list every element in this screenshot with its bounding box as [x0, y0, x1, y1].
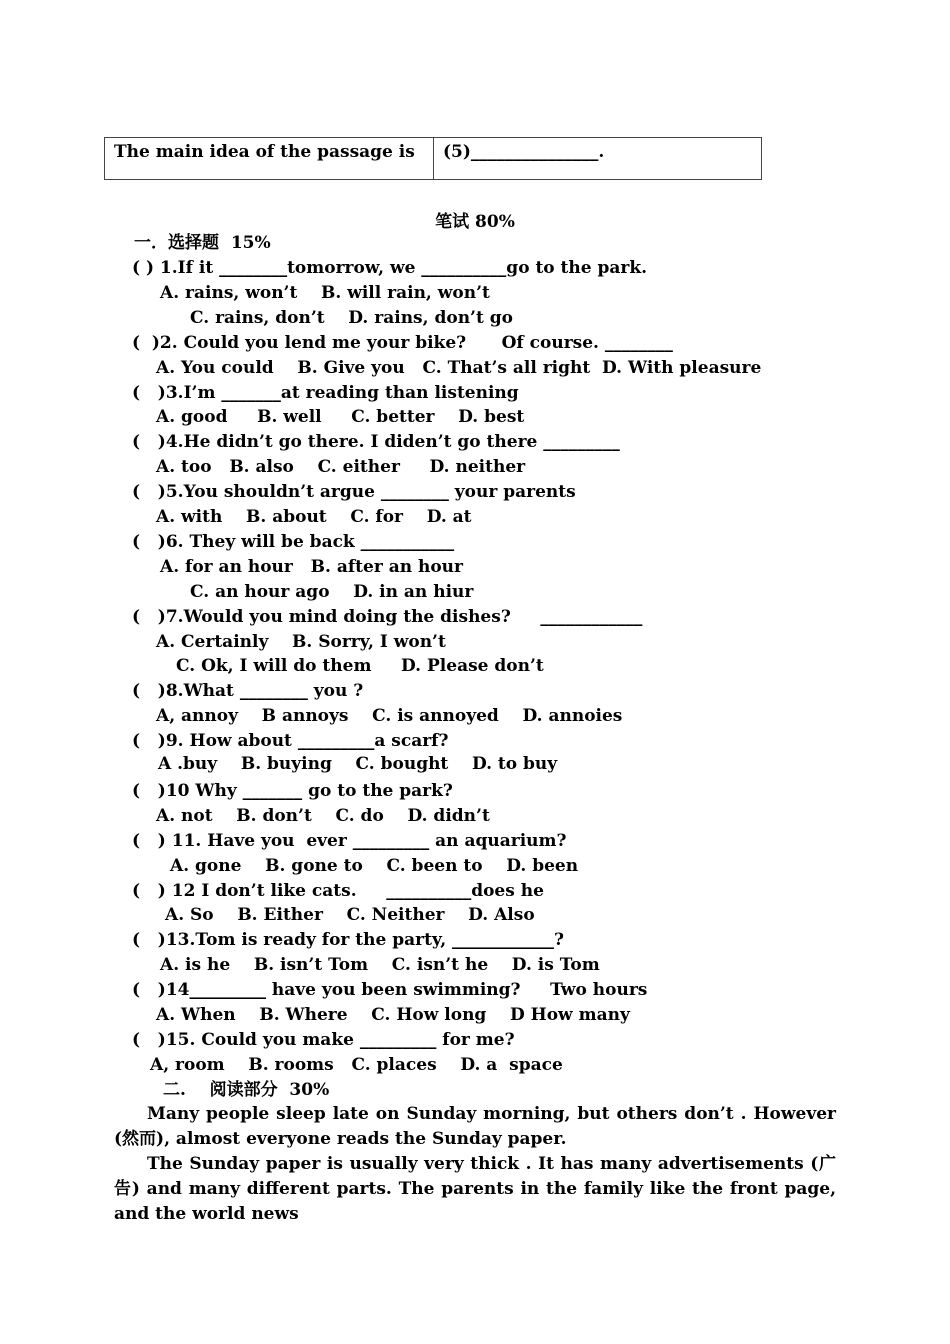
option-line: A. not B. don’t C. do D. didn’t [156, 806, 490, 826]
table-cell-answer [434, 138, 761, 179]
option-line: A. with B. about C. for D. at [156, 507, 472, 527]
option-line: A .buy B. buying C. bought D. to buy [158, 754, 558, 774]
option-line: A. is he B. isn’t Tom C. isn’t he D. is Tom [160, 955, 600, 975]
question-line: ( )3.I’m _______at reading than listening [132, 383, 519, 403]
option-line: A, room B. rooms C. places D. a space [150, 1055, 563, 1075]
question-line: ( )9. How about _________a scarf? [132, 731, 449, 751]
option-line: A. rains, won’t B. will rain, won’t [160, 283, 490, 303]
exam-title: 笔试 80% [435, 212, 515, 232]
question-line: ( )2. Could you lend me your bike? Of course. ________ [132, 333, 673, 353]
question-line: ( )15. Could you make _________ for me? [132, 1030, 515, 1050]
reading-paragraph-2 [114, 1152, 836, 1227]
question-line: ( )5.You shouldn’t argue ________ your parents [132, 482, 576, 502]
question-line: ( )4.He didn’t go there. I diden’t go there _________ [132, 432, 620, 452]
option-line: C. Ok, I will do them D. Please don’t [176, 656, 544, 676]
paragraph-1-text: Many people sleep late on Sunday morning, but others don’t . However (然而), almost everyone reads the Sunday paper. [114, 1104, 836, 1149]
question-line: ( )14_________ have you been swimming? Two hours [132, 980, 648, 1000]
option-line: A. You could B. Give you C. That’s all right D. With pleasure [156, 358, 762, 378]
question-line: ( ) 1.If it ________tomorrow, we __________go to the park. [132, 258, 648, 278]
option-line: A. When B. Where C. How long D How many [156, 1005, 630, 1025]
option-line: A, annoy B annoys C. is annoyed D. annoies [156, 706, 623, 726]
section1-heading: 一．选择题 15% [134, 233, 271, 253]
option-line: C. an hour ago D. in an hiur [190, 582, 474, 602]
question-line: ( )10 Why _______ go to the park? [132, 781, 453, 801]
option-line: C. rains, don’t D. rains, don’t go [190, 308, 513, 328]
question-line: ( )8.What ________ you ? [132, 681, 364, 701]
option-line: A. good B. well C. better D. best [156, 407, 525, 427]
table-answer-blank: (5)_______________. [443, 142, 605, 162]
table-label-text: The main idea of the passage is [114, 142, 415, 162]
option-line: A. Certainly B. Sorry, I won’t [156, 632, 446, 652]
main-idea-table [104, 137, 762, 180]
option-line: A. gone B. gone to C. been to D. been [170, 856, 579, 876]
option-line: A. So B. Either C. Neither D. Also [165, 905, 535, 925]
question-line: ( ) 12 I don’t like cats. __________does he [132, 881, 544, 901]
paragraph-2-text: The Sunday paper is usually very thick . It has many advertisements (广告) and many different parts. The parents in the family like the front page, and the world news [114, 1154, 836, 1224]
section2-heading: 二. 阅读部分 30% [163, 1080, 330, 1100]
table-cell-label [105, 138, 434, 179]
question-line: ( )7.Would you mind doing the dishes? ____________ [132, 607, 643, 627]
option-line: A. for an hour B. after an hour [160, 557, 464, 577]
question-line: ( )6. They will be back ___________ [132, 532, 455, 552]
question-line: ( )13.Tom is ready for the party, ____________? [132, 930, 565, 950]
question-line: ( ) 11. Have you ever _________ an aquarium? [132, 831, 567, 851]
reading-paragraph-1 [114, 1102, 836, 1152]
option-line: A. too B. also C. either D. neither [156, 457, 526, 477]
